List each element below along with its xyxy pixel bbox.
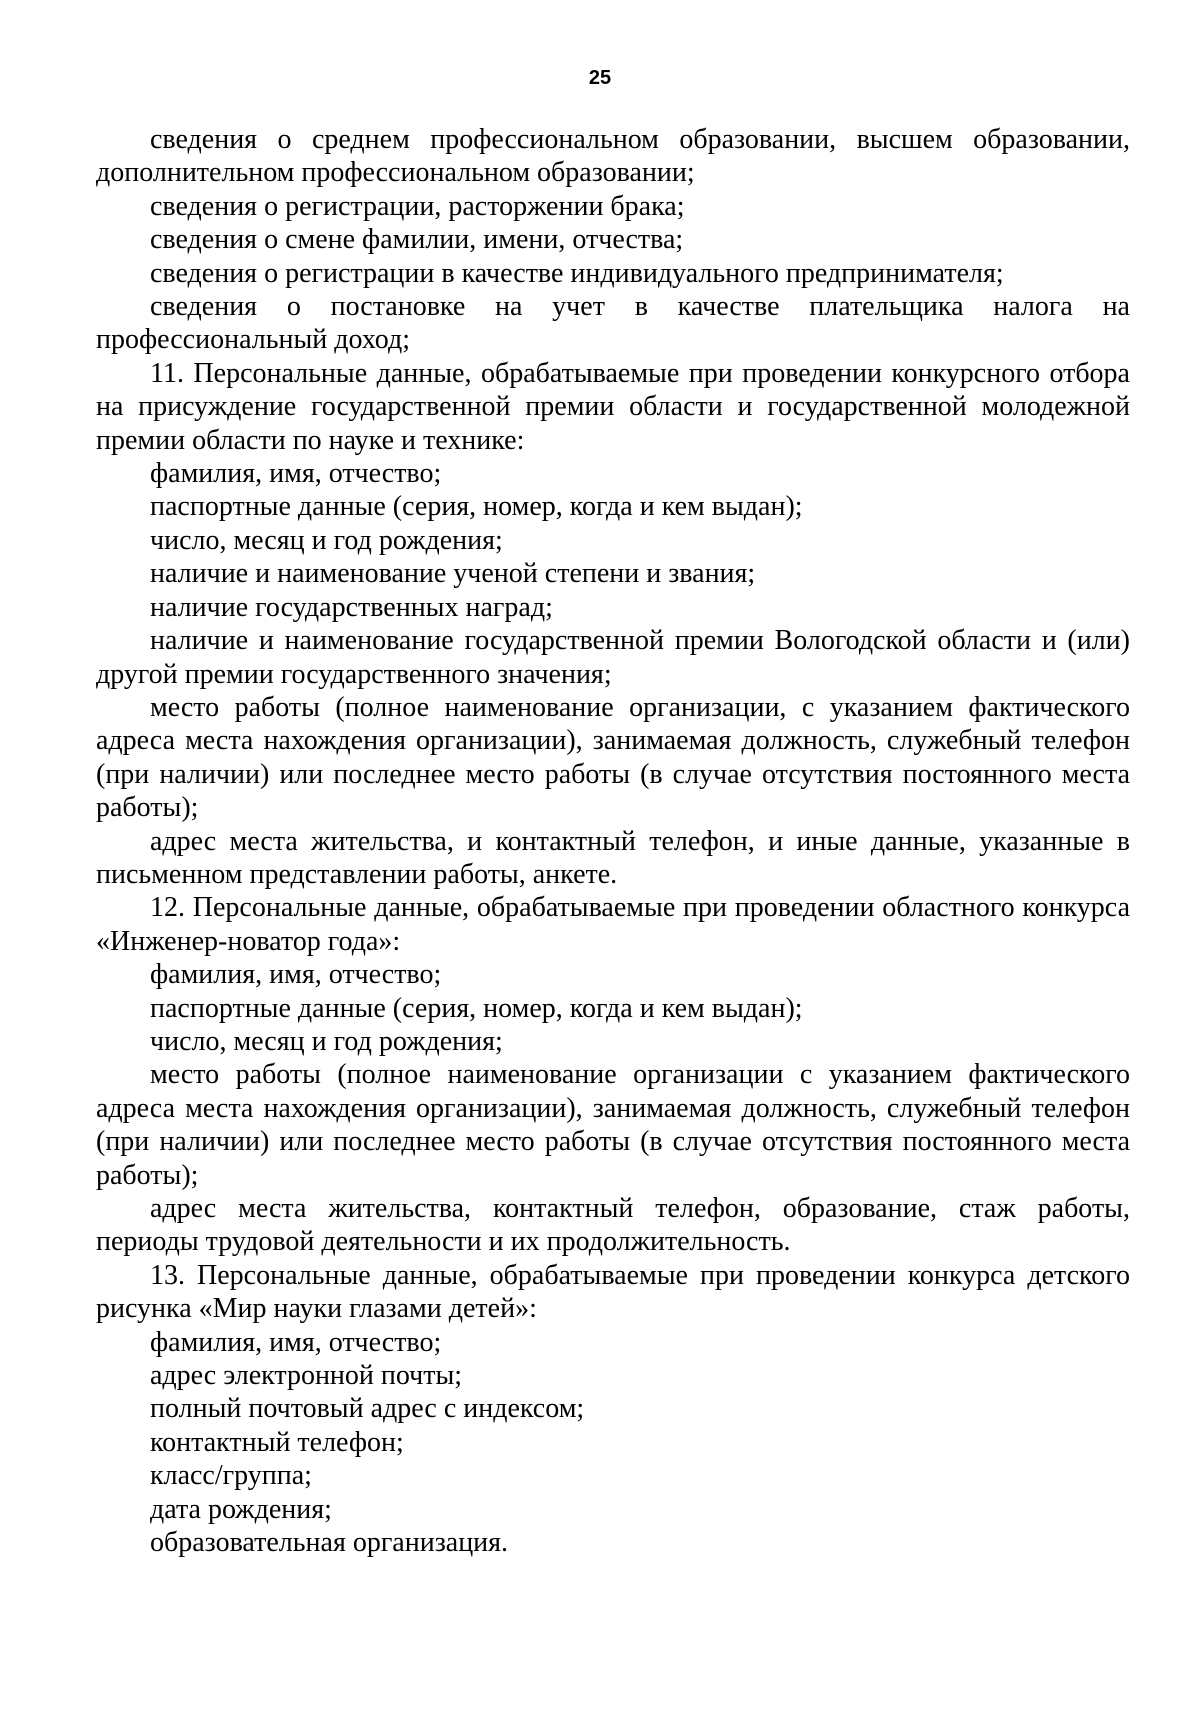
page-number: 25 xyxy=(588,67,612,89)
paragraph: сведения о регистрации, расторжении брака; xyxy=(150,190,685,222)
paragraph: сведения о среднем профессиональном образовании, высшем образовании, дополнительном профессиональном образовании; xyxy=(96,124,1130,189)
paragraph: сведения о смене фамилии, имени, отчества; xyxy=(150,224,684,256)
paragraph: паспортные данные (серия, номер, когда и кем выдан); xyxy=(150,992,803,1024)
paragraph: полный почтовый адрес с индексом; xyxy=(150,1393,585,1425)
paragraph: сведения о постановке на учет в качестве плательщика налога на профессиональный доход; xyxy=(96,291,1130,356)
section-heading-11: 11. Персональные данные, обрабатываемые при проведении конкурсного отбора на присуждение государственной премии области и государственной молодежной премии области по науке и технике: xyxy=(96,357,1130,456)
paragraph: наличие и наименование ученой степени и звания; xyxy=(150,558,756,590)
paragraph: фамилия, имя, отчество; xyxy=(150,458,442,490)
paragraph: класс/группа; xyxy=(150,1460,312,1492)
paragraph: наличие и наименование государственной премии Вологодской области и (или) другой премии государственного значения; xyxy=(96,625,1130,690)
paragraph: фамилия, имя, отчество; xyxy=(150,1326,442,1358)
paragraph: адрес места жительства, контактный телефон, образование, стаж работы, периоды трудовой деятельности и их продолжительность. xyxy=(96,1193,1130,1258)
paragraph: адрес места жительства, и контактный телефон, и иные данные, указанные в письменном представлении работы, анкете. xyxy=(96,825,1130,890)
section-heading-13: 13. Персональные данные, обрабатываемые при проведении конкурса детского рисунка «Мир науки глазами детей»: xyxy=(96,1259,1130,1325)
document-body xyxy=(96,123,1130,1559)
paragraph: место работы (полное наименование организации, с указанием фактического адреса места нахождения организации), занимаемая должность, служебный телефон (при наличии) или последнее место работы (в случае отсутствия постоянного места работы); xyxy=(96,691,1130,824)
paragraph: дата рождения; xyxy=(150,1493,332,1525)
paragraph: число, месяц и год рождения; xyxy=(150,1025,503,1057)
paragraph: фамилия, имя, отчество; xyxy=(150,959,442,991)
paragraph: место работы (полное наименование организации с указанием фактического адреса места нахождения организации), занимаемая должность, служебный телефон (при наличии) или последнее место работы (в случае отсутствия постоянного места работы); xyxy=(96,1059,1130,1191)
paragraph: паспортные данные (серия, номер, когда и кем выдан); xyxy=(150,491,803,523)
paragraph: число, месяц и год рождения; xyxy=(150,524,503,556)
paragraph: сведения о регистрации в качестве индивидуального предпринимателя; xyxy=(150,257,1004,289)
paragraph: адрес электронной почты; xyxy=(150,1360,463,1392)
paragraph: наличие государственных наград; xyxy=(150,591,553,623)
section-heading-12: 12. Персональные данные, обрабатываемые при проведении областного конкурса «Инженер-новатор года»: xyxy=(96,892,1130,957)
paragraph: контактный телефон; xyxy=(150,1426,404,1458)
paragraph: образовательная организация. xyxy=(150,1527,509,1559)
